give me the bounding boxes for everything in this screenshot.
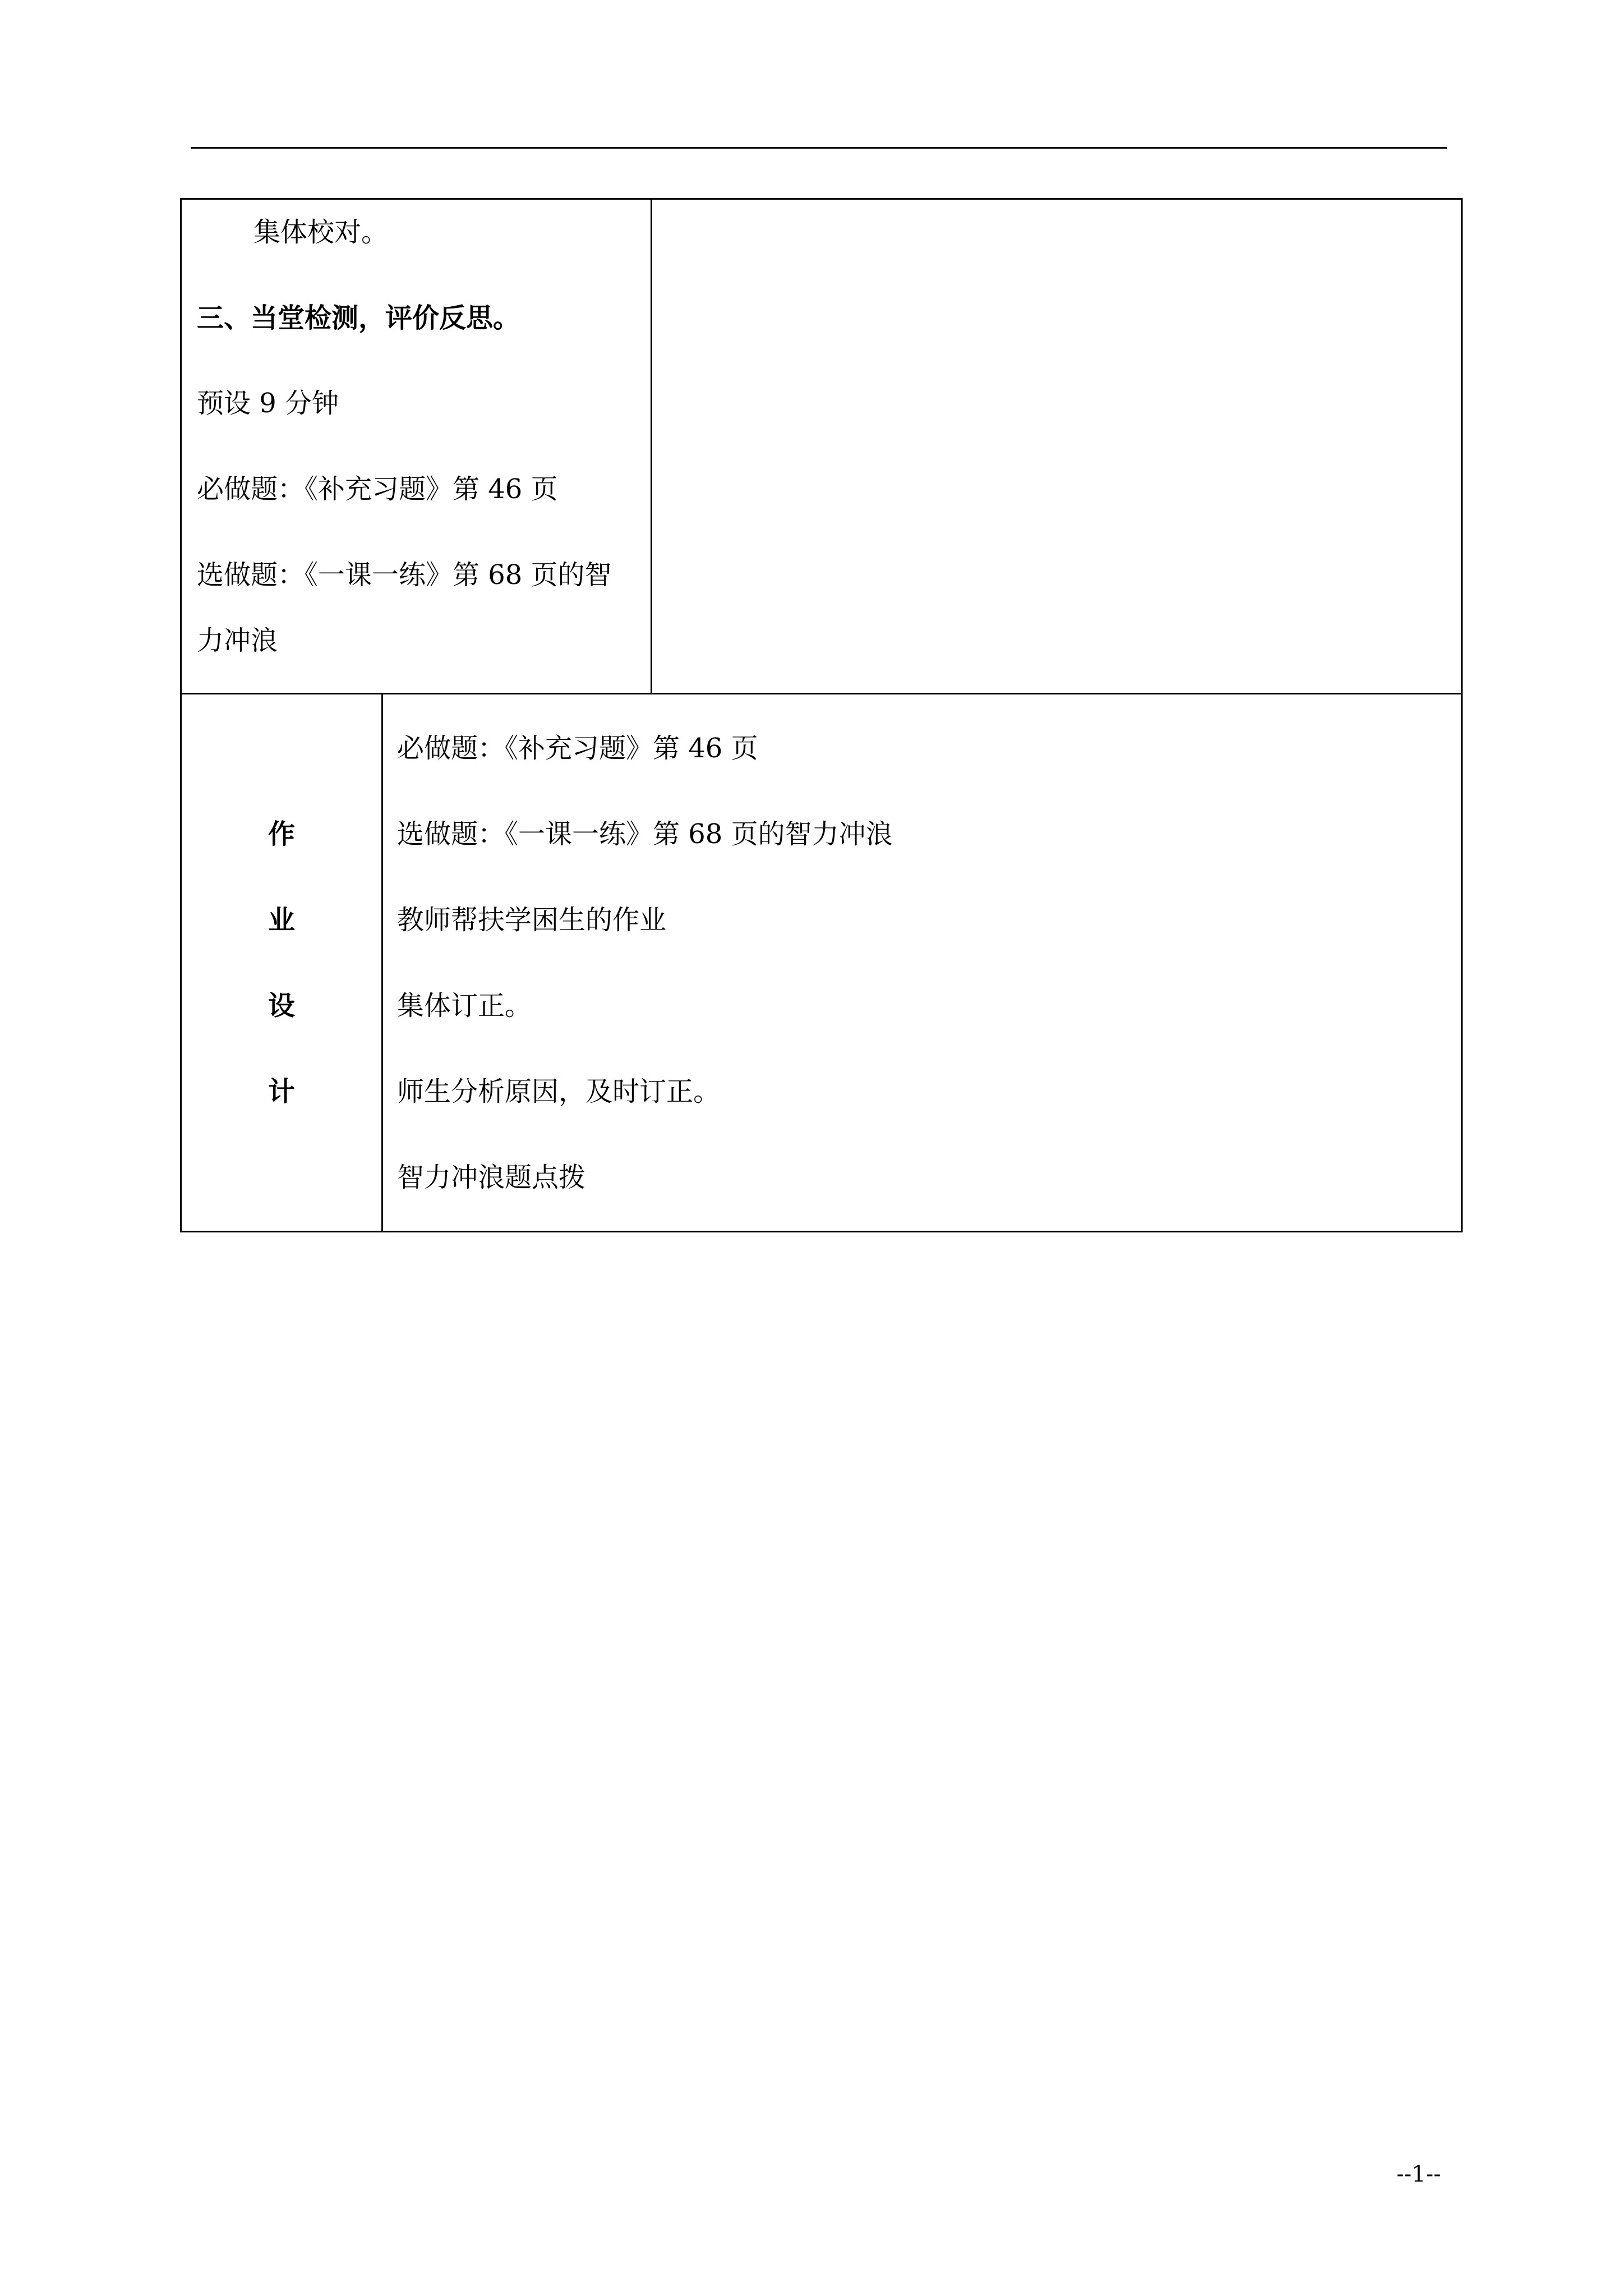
table-cell-homework-content [381,693,1463,1232]
homework-line-optional: 选做题：《一课一练》第 68 页的智力冲浪 [397,818,893,850]
text-line-optional-exercise: 选做题：《一课一练》第 68 页的智 [197,559,612,591]
header-rule [191,147,1447,149]
homework-line-collective-correction: 集体订正。 [397,990,532,1022]
table-cell-top-right [651,198,1463,694]
homework-line-required: 必做题：《补充习题》第 46 页 [397,733,758,764]
text-line-preset-time: 预设 9 分钟 [197,388,339,419]
table-cell-top-left [180,198,652,694]
table-cell-homework-label [180,693,383,1232]
text-line-required-exercise: 必做题：《补充习题》第 46 页 [197,473,558,505]
homework-line-analysis: 师生分析原因，及时订正。 [397,1076,721,1107]
text-line-collective-check: 集体校对。 [253,217,389,248]
label-char-3: 设 [268,990,295,1022]
label-char-4: 计 [268,1076,295,1107]
homework-line-teacher-help: 教师帮扶学困生的作业 [397,904,667,936]
homework-line-guidance: 智力冲浪题点拨 [397,1162,586,1193]
page-number: --1-- [1396,2161,1441,2187]
label-char-1: 作 [268,818,295,850]
text-line-optional-exercise-cont: 力冲浪 [197,625,278,656]
label-char-2: 业 [268,904,295,936]
section-heading-in-class-test: 三、当堂检测，评价反思。 [197,302,520,334]
